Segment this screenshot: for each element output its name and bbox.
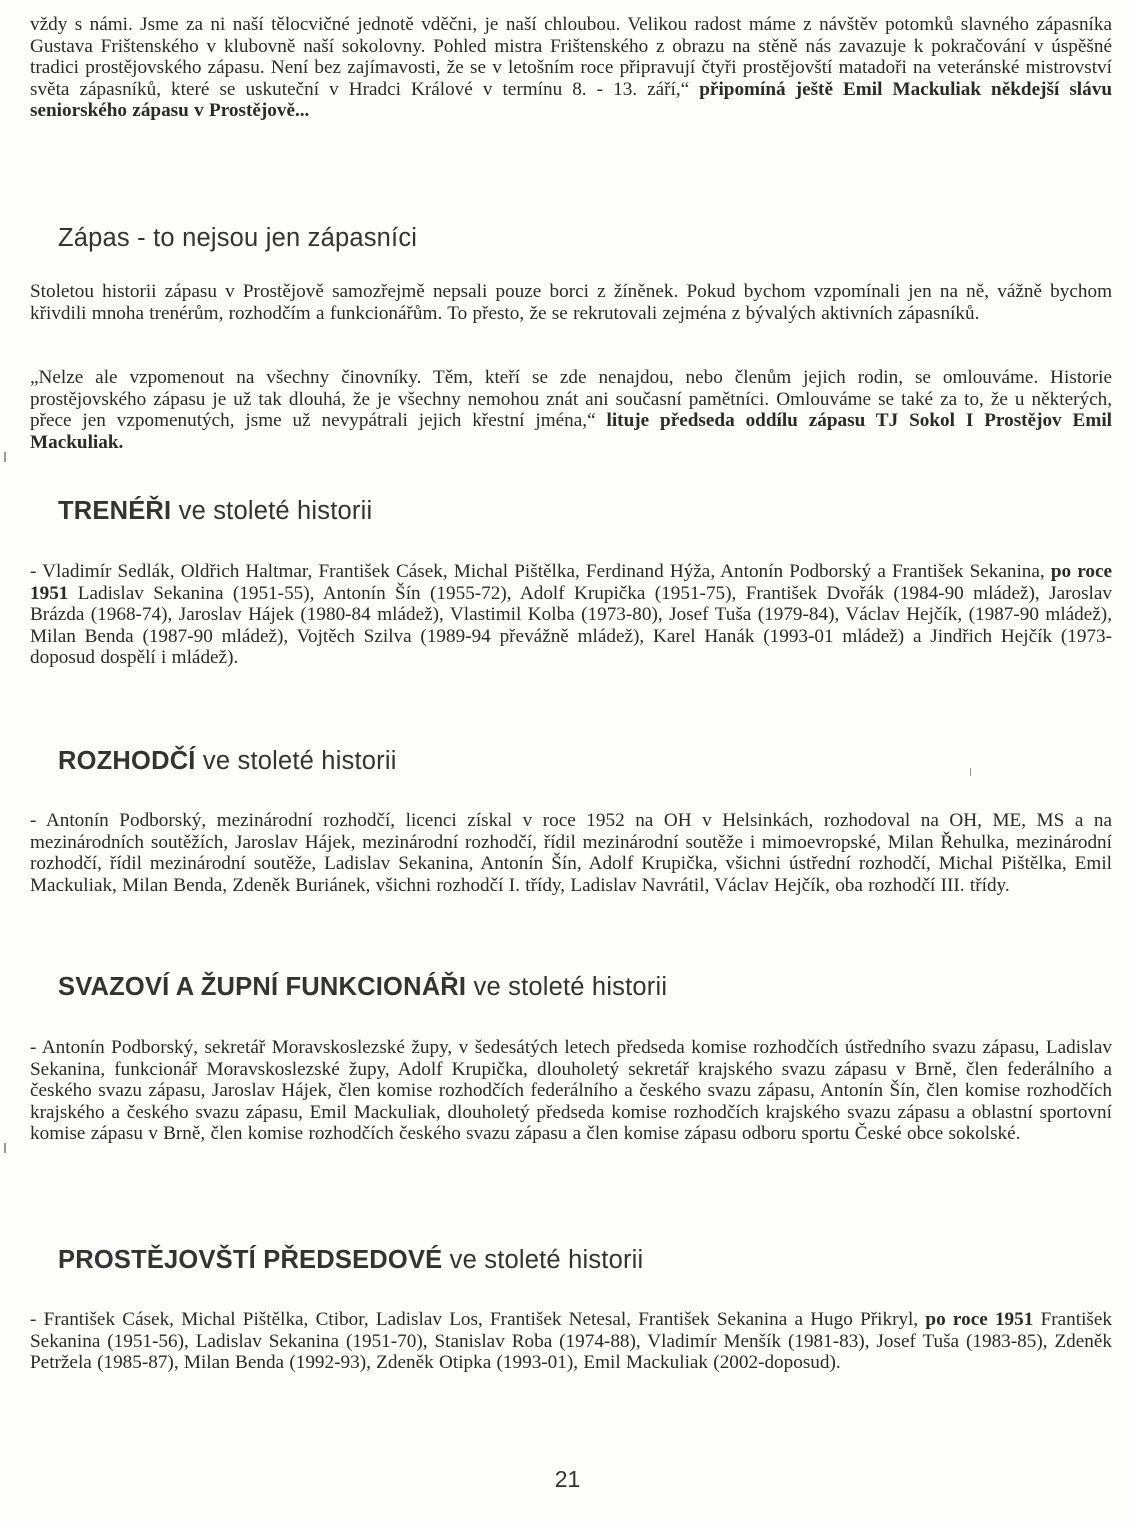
section-heading-funkcionari: SVAZOVÍ A ŽUPNÍ FUNKCIONÁŘI ve stoleté historii [58, 973, 668, 1001]
scan-edge-mark [970, 768, 971, 776]
section1-paragraph-1: Stoletou historii zápasu v Prostějově samozřejmě nepsali pouze borci z žíněnek. Pokud bychom vzpomínali jen na ně, vážně bychom křivdili mnoha trenérům, rozhodčím a funkcionářům. To přesto, že se rekrutovali zejména z bývalých aktivních zápasníků. [30, 281, 1112, 324]
section3-referees-paragraph: - Antonín Podborský, mezinárodní rozhodčí, licenci získal v roce 1952 na OH v Helsinkách, rozhodoval na OH, ME, MS a na mezinárodních soutěžích, Jaroslav Hájek, mezinárodní rozhodčí, řídil mezinárodní soutěže i mimoevropské, Milan Řehulka, mezinárodní rozhodčí, řídil mezinárodní soutěže, Ladislav Sekanina, Antonín Šín, Adolf Krupička, všichni ústřední rozhodčí, Michal Pištělka, Emil Mackuliak, Milan Benda, Zdeněk Buriánek, všichni rozhodčí I. třídy, Ladislav Navrátil, Václav Hejčík, oba rozhodčí III. třídy. [30, 810, 1112, 896]
intro-paragraph: vždy s námi. Jsme za ni naší tělocvičné jednotě vděčni, je naší chloubou. Velikou radost máme z návštěv potomků slavného zápasníka Gustava Frištenského v klubovně naší sokolovny. Pohled mistra Frištenského z obrazu na stěně nás zavazuje k pokračování v úspěšné tradici prostějovského zápasu. Není bez zajímavosti, že se v letošním roce připravují čtyři prostějovští matadoři na veteránské mistrovství světa zápasníků, které se uskuteční v Hradci Králové v termínu 8. - 13. září,“ připomíná ještě Emil Mackuliak někdejší slávu seniorského zápasu v Prostějově... [30, 14, 1112, 121]
section-heading-treneri: TRENÉŘI ve stoleté historii [58, 497, 373, 525]
scan-edge-mark [4, 1143, 6, 1153]
section-heading-zapas: Zápas - to nejsou jen zápasníci [58, 224, 418, 252]
section5-bold-year: po roce 1951 [925, 1309, 1034, 1330]
section-heading-rozhodci: ROZHODČÍ ve stoleté historii [58, 747, 397, 775]
section1-bold-attribution: lituje předseda oddílu zápasu TJ Sokol I Prostějov Emil Mackuliak. [30, 410, 1112, 453]
section2-trainers-paragraph: - Vladimír Sedlák, Oldřich Haltmar, František Cásek, Michal Pištělka, Ferdinand Hýža, Antonín Podborský a František Sekanina, po roce 1951 Ladislav Sekanina (1951-55), Antonín Šín (1955-72), Adolf Krupička (1951-75), František Dvořák (1984-90 mládež), Jaroslav Brázda (1968-74), Jaroslav Hájek (1980-84 mládež), Vlastimil Kolba (1973-80), Josef Tuša (1979-84), Václav Hejčík, (1987-90 mládež), Milan Benda (1987-90 mládež), Vojtěch Szilva (1989-94 převážně mládež), Karel Hanák (1993-01 mládež) a Jindřich Hejčík (1973-doposud dospělí i mládež). [30, 561, 1112, 668]
section2-bold-year: po roce 1951 [30, 561, 1112, 604]
section-heading-predsedove: PROSTĚJOVŠTÍ PŘEDSEDOVÉ ve stoleté historii [58, 1246, 644, 1274]
section1-paragraph-2: „Nelze ale vzpomenout na všechny činovníky. Těm, kteří se zde nenajdou, nebo členům jejich rodin, se omlouváme. Historie prostějovského zápasu je už tak dlouhá, že je všechny nemohou znát ani současní pamětníci. Omlouváme se také za to, že u některých, přece jen vzpomenutých, jsme už nevypátrali jejich křestní jména,“ lituje předseda oddílu zápasu TJ Sokol I Prostějov Emil Mackuliak. [30, 367, 1112, 453]
scan-edge-mark [4, 452, 6, 462]
section5-chairmen-paragraph: - František Cásek, Michal Pištělka, Ctibor, Ladislav Los, František Netesal, František Sekanina a Hugo Přikryl, po roce 1951 František Sekanina (1951-56), Ladislav Sekanina (1951-70), Stanislav Roba (1974-88), Vladimír Menšík (1981-83), Josef Tuša (1983-85), Zdeněk Petržela (1985-87), Milan Benda (1992-93), Zdeněk Otipka (1993-01), Emil Mackuliak (2002-doposud). [30, 1309, 1112, 1373]
page-number: 21 [554, 1466, 581, 1492]
section4-officials-paragraph: - Antonín Podborský, sekretář Moravskoslezské župy, v šedesátých letech předseda komise rozhodčích ústředního svazu zápasu, Ladislav Sekanina, funkcionář Moravskoslezské župy, Adolf Krupička, dlouholetý sekretář krajského svazu zápasu v Brně, člen federálního a českého svazu zápasu, Jaroslav Hájek, člen komise rozhodčích federálního a českého svazu zápasu, Antonín Šín, člen komise rozhodčích krajského a českého svazu zápasu, Emil Mackuliak, dlouholetý předseda komise rozhodčích krajského svazu zápasu a oblastní sportovní komise zápasu v Brně, člen komise rozhodčích českého svazu zápasu a člen komise zápasu odboru sportu České obce sokolské. [30, 1037, 1112, 1144]
intro-bold-quote-attribution: připomíná ještě Emil Mackuliak někdejší slávu seniorského zápasu v Prostějově... [30, 78, 1112, 121]
